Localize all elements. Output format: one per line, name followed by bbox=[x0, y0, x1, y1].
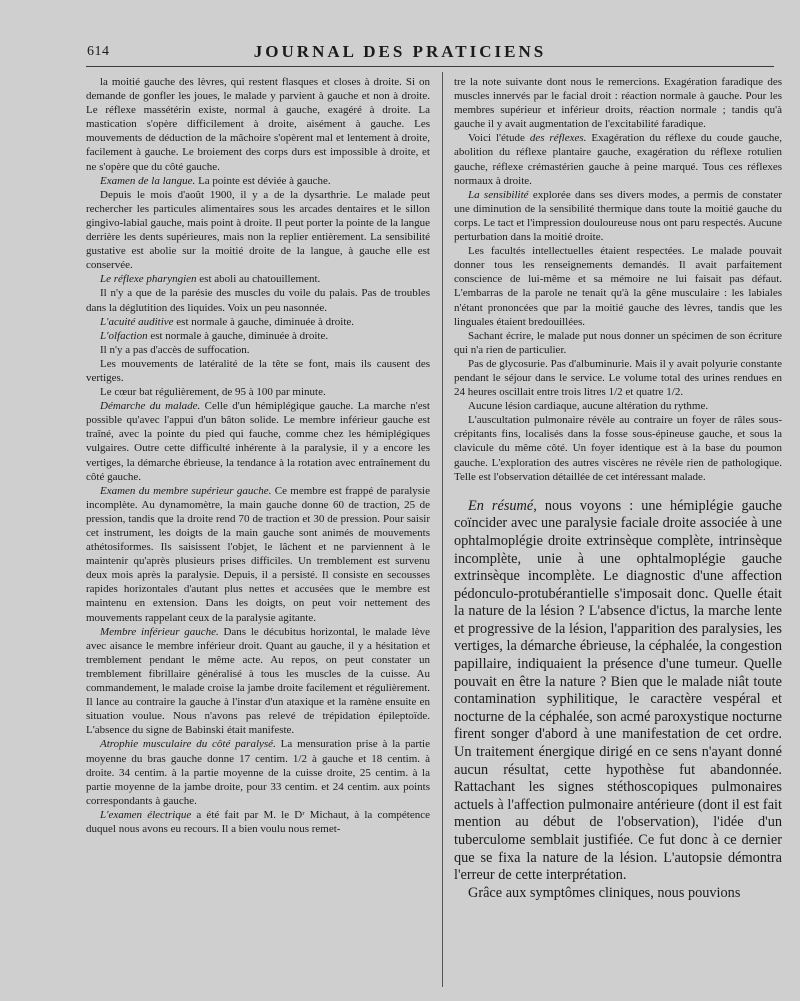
page-number: 614 bbox=[87, 44, 110, 59]
paragraph-lead: Examen du membre supérieur gauche. bbox=[100, 484, 272, 497]
paragraph-text: La mensuration prise à la partie moyenne du bras gauche donne 17 centim. 1/2 à gauche et 18 centim. à droite. 34 centim. à la partie moyenne de la cuisse droite, 25 centim. à la partie moyenne de la jambe droite, pour 33 centim. et 24 centim. aux points correspondants à gauche. bbox=[86, 738, 430, 807]
header-rule bbox=[86, 66, 774, 67]
page-header bbox=[0, 38, 800, 68]
paragraph-lead: des réflexes. bbox=[529, 132, 587, 145]
paragraph-text: Les mouvements de latéralité de la tête se font, mais ils causent des vertiges. bbox=[86, 357, 430, 384]
paragraph bbox=[454, 329, 782, 357]
paragraph-text: est aboli au chatouillement. bbox=[196, 273, 321, 286]
paragraph-text: Dans le décubitus horizontal, le malade lève avec aisance le membre inférieur droit. Quant au gauche, il y a hésitation et tremblement pendant le même acte. Au repos, on peut constater un tremblement fibrillaire généralisé à tous les muscles de la cuisse. Au commandement, le malade croise la jambe droite facilement et régulièrement. Il lance au contraire la gauche à l'instar d'un ataxique et la ramène ensuite en situation voulue. Nous n'avons pas relevé de trépidation épileptoïde. L'absence du signe de Babinski était manifeste. bbox=[86, 625, 430, 737]
summary-text: nous voyons : une hémiplégie gauche coïncider avec une paralysie faciale droite associée à une ophtalmoplégie droite extrinsèque complète, intrinsèque incomplète, unie à une ophtalmoplégie gauche extrinsèque incomplète. Le diagnostic d'une affection pédonculo-protubérantielle s'imposait donc. Quelle était la nature de la lésion ? L'absence d'ictus, la marche lente et progressive de la lésion, l'apparition des paralysies, les vertiges, la démarche ébrieuse, la céphalée, la congestion papillaire, indiquaient la présence d'une tumeur. Quelle pouvait en être la nature ? Bien que le malade niât toute contamination syphilitique, le caractère vespéral et nocturne de la céphalée, son acmé paroxystique nocturne firent songer d'abord à une manifestation de cet ordre. Un traitement énergique dirigé en ce sens n'ayant donné aucun résultat, cette hypothèse fut abandonnée. Rattachant les signes stéthoscopiques pulmonaires actuels à l'affection pulmonaire antérieure (dont il est fait mention au début de l'observation), l'idée d'un tuberculome semblait justifiée. Ce fut donc à ce dernier que se fixa la nature de la lésion. L'autopsie démontra l'erreur de cette interprétation. bbox=[454, 497, 782, 884]
paragraph bbox=[86, 385, 430, 399]
paragraph-text: Exagération du réflexe du coude gauche, abolition du réflexe plantaire gauche, exagération du réflexe rotulien gauche, réflexe crémastérien gauche à peine marqué. Tous ces réflexes normaux à droite. bbox=[454, 132, 782, 187]
paragraph-lead: L'olfaction bbox=[100, 329, 148, 342]
paragraph bbox=[86, 484, 430, 625]
paragraph-text: la moitié gauche des lèvres, qui restent flasques et closes à droite. Si on demande de gonfler les joues, le malade y parvient à gauche et non à droite. Le réflexe massétérin existe, normal à gauche, exagéré à droite. La mastication s'opère difficilement à droite, aisément à gauche. Les mouvements de déduction de la mâchoire s'opèrent mal et lentement à droite, facilement à gauche. Le broiement des corps durs est impossible à droite, et ne s'opère que du côté gauche. bbox=[86, 76, 430, 173]
paragraph-text: Les facultés intellectuelles étaient respectées. Le malade pouvait donner tous les renseignements demandés. Il avait parfaitement conscience de lui-même et sa mémoire ne lui faisait pas défaut. L'embarras de la parole ne tenait qu'à la gêne musculaire : les labiales n'étant prononcées que par la moitié gauche des lèvres, tandis que les linguales étaient bredouillées. bbox=[454, 245, 782, 328]
right-column-paragraphs bbox=[454, 75, 782, 484]
paragraph-lead: L'examen électrique bbox=[100, 808, 192, 821]
paragraph bbox=[86, 808, 430, 836]
paragraph bbox=[454, 188, 782, 244]
paragraph bbox=[454, 399, 782, 413]
paragraph-text: explorée dans ses divers modes, a permis de constater une diminution de la sensibilité thermique dans toute la moitié gauche du corps. Le tact et l'impression douloureuse nous ont paru respectés. Aucune perturbation dans la moitié droite. bbox=[454, 188, 782, 244]
paragraph bbox=[86, 737, 430, 807]
paragraph-lead: Démarche du malade. bbox=[100, 400, 201, 413]
paragraph bbox=[86, 357, 430, 385]
journal-title: JOURNAL DES PRATICIENS bbox=[253, 42, 547, 61]
paragraph bbox=[86, 188, 430, 273]
paragraph-text: Sachant écrire, le malade put nous donner un spécimen de son écriture qui n'a rien de particulier. bbox=[454, 329, 782, 356]
paragraph-text: Aucune lésion cardiaque, aucune altération du rythme. bbox=[468, 400, 709, 413]
paragraph-lead-plain: Voici l'étude bbox=[468, 132, 530, 145]
closing-line: Grâce aux symptômes cliniques, nous pouvions bbox=[468, 884, 741, 901]
paragraph-text: La pointe est déviée à gauche. bbox=[195, 174, 331, 187]
paragraph-text: est normale à gauche, diminuée à droite. bbox=[147, 329, 329, 342]
paragraph-text: Pas de glycosurie. Pas d'albuminurie. Mais il y avait polyurie constante pendant le séjour dans le service. Le volume total des urines rendues en 24 heures oscillait entre trois litres 1/2 et quatre 1/2. bbox=[454, 357, 782, 399]
paragraph bbox=[454, 357, 782, 399]
paragraph-lead: Examen de la langue. bbox=[100, 174, 196, 187]
summary-lead: En résumé, bbox=[468, 497, 537, 514]
paragraph-text: est normale à gauche, diminuée à droite. bbox=[173, 315, 355, 328]
paragraph-text: tre la note suivante dont nous le remercions. Exagération faradique des muscles innervés par le facial droit : réaction normale à gauche. Pour les membres supérieur et inférieur droits, réaction normale ; tandis qu'à gauche il y avait augmentation de l'excitabilité faradique. bbox=[454, 76, 782, 131]
paragraph-text: a été fait par M. le Dʳ Michaut, à la compétence duquel nous avons eu recours. Il a bien voulu nous remet- bbox=[86, 808, 430, 835]
left-column bbox=[86, 75, 430, 836]
paragraph bbox=[86, 329, 430, 343]
paragraph-lead: Le réflexe pharyngien bbox=[100, 273, 197, 286]
paragraph-text: Il n'y a que de la parésie des muscles du voile du palais. Pas de troubles dans la déglutition des liquides. Voix un peu nasonnée. bbox=[86, 287, 430, 314]
paragraph-text: Celle d'un hémiplégique gauche. La marche n'est possible qu'avec l'appui d'un bâton solide. Le membre inférieur gauche est traîné, avec la pointe du pied qui fauche, comme chez les hémiplégiques vulgaires. Outre cette difficulté inhérente à la paralysie, il y a encore les vertiges, la démarche ébrieuse, la tendance à la rotation avec entraînement du côté gauche. bbox=[86, 400, 430, 483]
paragraph bbox=[86, 286, 430, 314]
paragraph-text: Il n'y a pas d'accès de suffocation. bbox=[100, 343, 250, 356]
paragraph bbox=[454, 75, 782, 131]
paragraph-text: L'auscultation pulmonaire révèle au contraire un foyer de râles sous-crépitants fins, localisés dans la fosse sous-épineuse gauche, et sous la clavicule du même côté. Un foyer identique est à la base du poumon gauche. L'exploration des autres viscères ne révèle rien de pathologique. Telle est l'observation détaillée de cet intéressant malade. bbox=[454, 414, 782, 483]
paragraph bbox=[86, 625, 430, 738]
paragraph-lead: La sensibilité bbox=[468, 188, 529, 201]
paragraph-lead: Membre inférieur gauche. bbox=[100, 625, 219, 638]
paragraph bbox=[454, 413, 782, 483]
paragraph-text: Depuis le mois d'août 1900, il y a de la dysarthrie. Le malade peut rechercher les particules alimentaires sous les arcades dentaires et le sillon gingivo-labial gauche, mais point à droite. Il peut porter la pointe de la langue derrière les dents supérieures, mais non la replier entièrement. La sensibilité gustative est abolie sur la moitié droite de la langue, à gauche elle est conservée. bbox=[86, 188, 430, 272]
paragraph bbox=[86, 75, 430, 174]
summary-paragraph bbox=[454, 498, 782, 885]
paragraph bbox=[454, 244, 782, 329]
paragraph bbox=[86, 174, 430, 188]
column-divider bbox=[442, 72, 443, 987]
paragraph bbox=[86, 399, 430, 484]
paragraph bbox=[454, 131, 782, 187]
paragraph bbox=[86, 315, 430, 329]
paragraph bbox=[86, 343, 430, 357]
paragraph-lead: Atrophie musculaire du côté paralysé. bbox=[100, 738, 276, 751]
right-column bbox=[454, 75, 782, 902]
paragraph-lead: L'acuité auditive bbox=[100, 315, 174, 328]
paragraph-text: Le cœur bat régulièrement, de 95 à 100 par minute. bbox=[100, 386, 326, 399]
paragraph-text: Ce membre est frappé de paralysie incomplète. Au dynamomètre, la main gauche donne 60 de traction, 25 de pression, tandis que la droite rend 70 de traction et 30 de pression. Pour saisir cet instrument, les doigts de la main gauche sont animés de mouvements athétosiformes. Ils saisissent l'objet, le lâchent et ne parviennent à le maintenir qu'après plusieurs prises difficiles. Un tremblement est survenu deux mois après la paralysie. Depuis, il a persisté. Il consiste en secousses rapides horizontales d'autant plus nettes et accusées que le membre est maintenu en extension. Dans les doigts, on peut voir nettement des mouvements rappelant ceux de la paralysie agitante. bbox=[86, 484, 430, 624]
paragraph bbox=[86, 272, 430, 286]
